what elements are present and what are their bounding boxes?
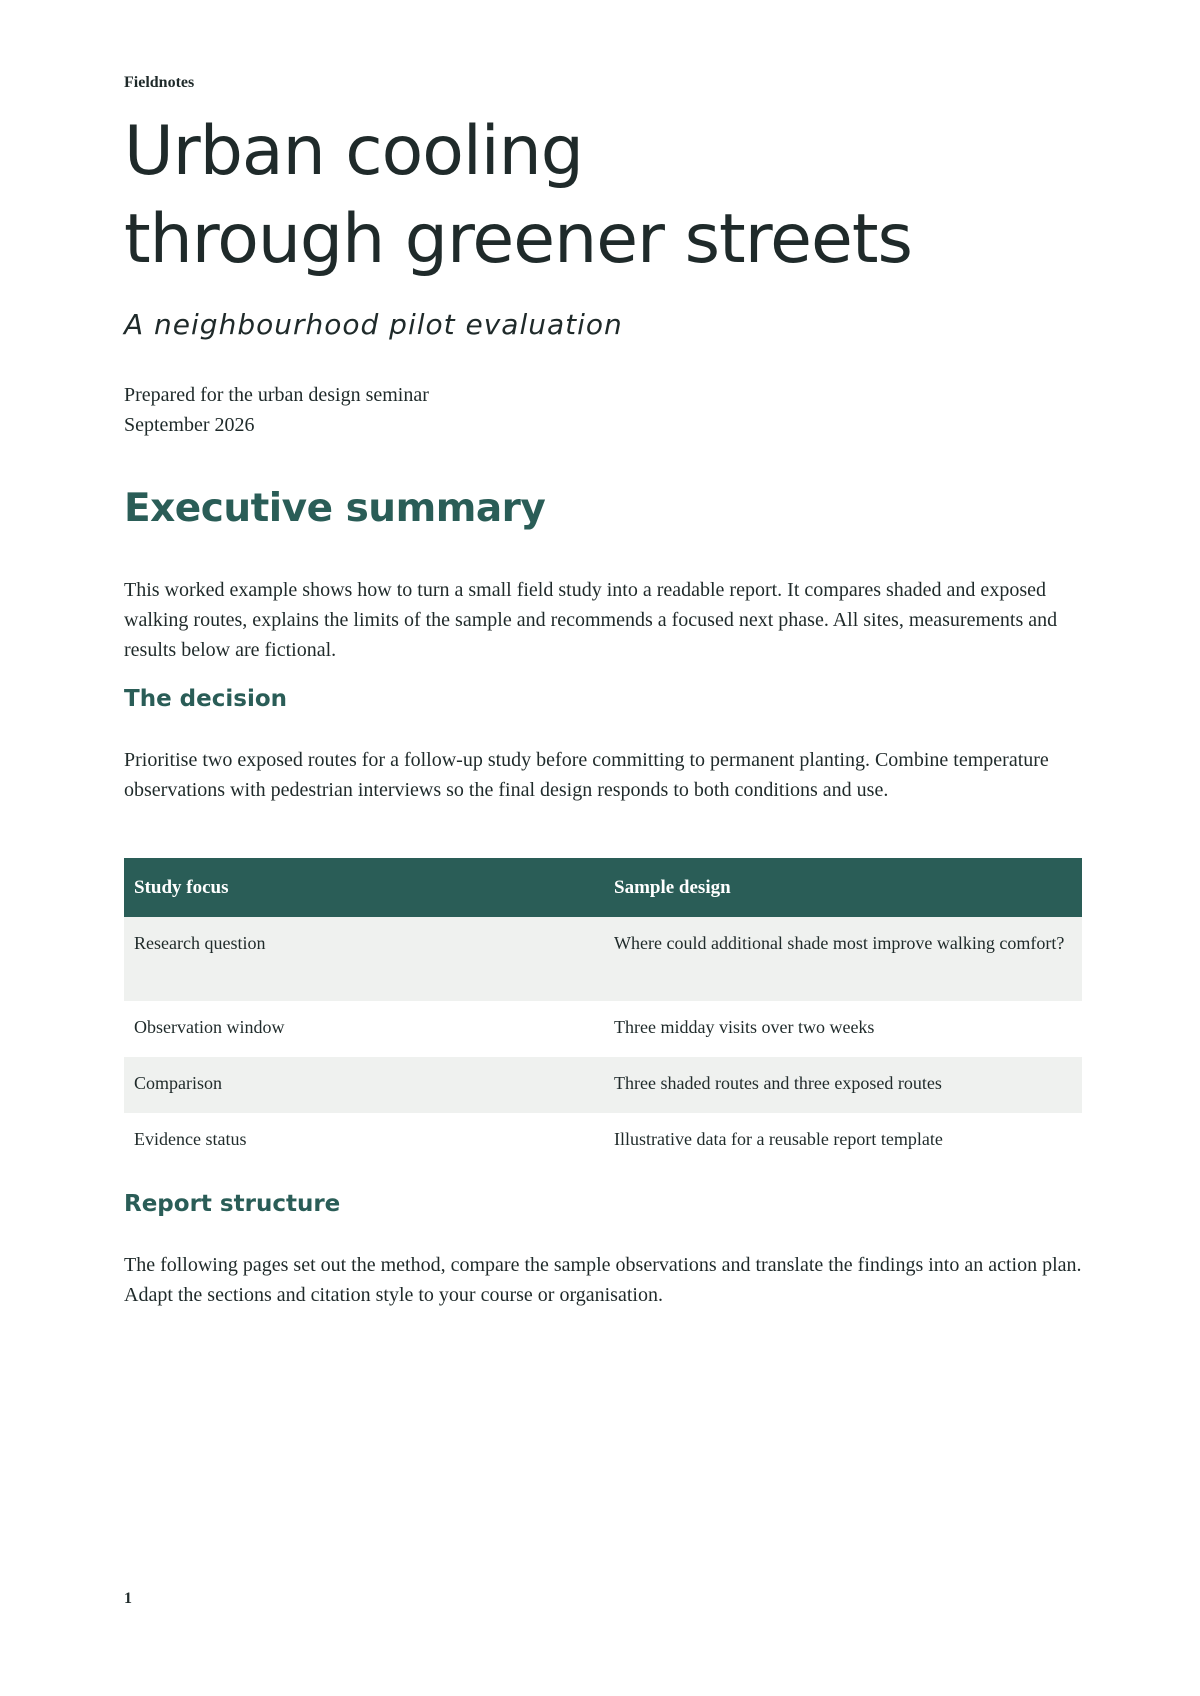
table-row — [124, 917, 1082, 1001]
report-structure-heading: Report structure — [124, 1191, 341, 1217]
executive-summary-heading: Executive summary — [124, 486, 546, 531]
title-line-2: through greener streets — [124, 200, 912, 279]
document-date: September 2026 — [124, 414, 255, 436]
table-cell: Comparison — [124, 1057, 604, 1113]
table-cell: Illustrative data for a reusable report template — [604, 1113, 1082, 1169]
table-header-sample-design: Sample design — [604, 858, 1082, 917]
executive-summary-text: This worked example shows how to turn a small field study into a readable report. It compares shaded and exposed walking routes, explains the limits of the sample and recommends a focused next phase. All sites, measurements and results below are fictional. — [124, 579, 1058, 661]
decision-text: Prioritise two exposed routes for a follow-up study before committing to permanent planting. Combine temperature observations with pedestrian interviews so the final design responds to both conditions and use. — [124, 749, 1049, 801]
study-table — [124, 858, 1082, 1169]
document-subtitle: A neighbourhood pilot evaluation — [124, 308, 623, 341]
document-meta — [124, 380, 429, 440]
title-line-1: Urban cooling — [124, 112, 583, 191]
table-cell: Three shaded routes and three exposed routes — [604, 1057, 1082, 1113]
table-cell: Evidence status — [124, 1113, 604, 1169]
table-cell: Where could additional shade most improve walking comfort? — [604, 917, 1082, 1001]
table-cell: Observation window — [124, 1001, 604, 1057]
table-row — [124, 1057, 1082, 1113]
table-cell: Research question — [124, 917, 604, 1001]
brand-label: Fieldnotes — [124, 74, 195, 91]
decision-heading: The decision — [124, 686, 287, 712]
table-header-study-focus: Study focus — [124, 858, 604, 917]
table-row — [124, 1001, 1082, 1057]
table-header-row — [124, 858, 1082, 917]
table-row — [124, 1113, 1082, 1169]
page-number: 1 — [124, 1590, 132, 1607]
table-cell: Three midday visits over two weeks — [604, 1001, 1082, 1057]
document-title — [124, 108, 912, 284]
report-structure-text: The following pages set out the method, compare the sample observations and translate the findings into an action plan. Adapt the sections and citation style to your course or organisation. — [124, 1254, 1082, 1306]
prepared-for: Prepared for the urban design seminar — [124, 384, 429, 406]
